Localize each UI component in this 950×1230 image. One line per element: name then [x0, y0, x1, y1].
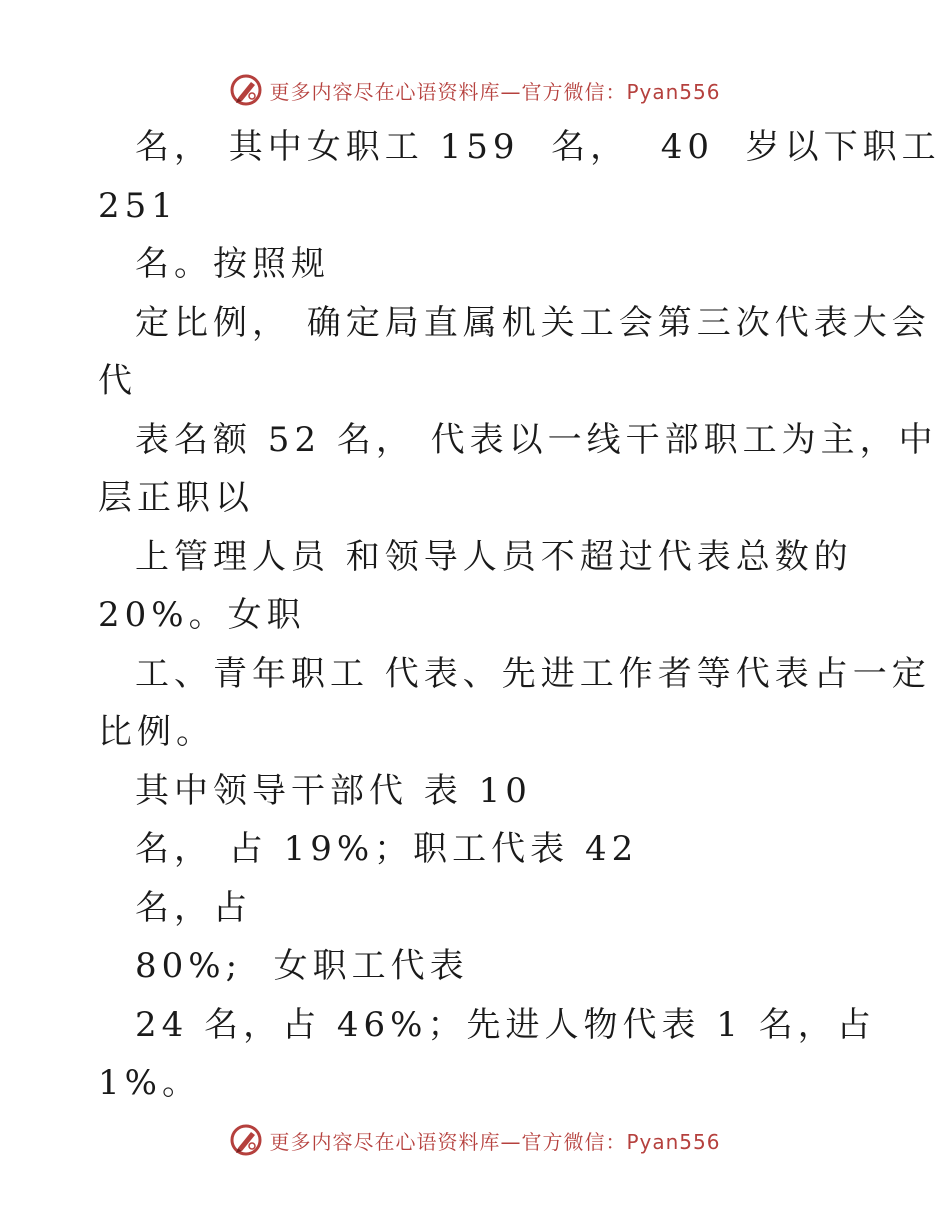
text-line: 名， 占 19%；职工代表 42 — [135, 829, 639, 869]
text-line: 20%。女职 — [98, 595, 306, 635]
header-watermark — [0, 70, 950, 110]
text-line: 其中领导干部代 表 10 — [135, 770, 532, 811]
text-line: 定比例， 确定局直属机关工会第三次代表大会 — [135, 302, 931, 343]
header-watermark-text: 更多内容尽在心语资料库—官方微信：Pyan556 — [269, 79, 721, 104]
text-line: 1%。 — [98, 1063, 201, 1103]
text-line: 层正职以 — [98, 478, 254, 518]
text-line: 代 — [98, 361, 137, 401]
text-line: 251 — [98, 185, 178, 226]
document-body — [98, 118, 941, 1113]
text-line: 名， 其中女职工 159 名， 40 岁以下职工 — [135, 127, 941, 167]
text-line: 比例。 — [98, 712, 215, 752]
text-line: 工、青年职工 代表、先进工作者等代表占一定 — [135, 653, 931, 694]
text-line: 名。按照规 — [135, 244, 330, 284]
text-line: 80%; 女职工代表 — [135, 946, 469, 986]
pen-logo-icon — [229, 1123, 263, 1157]
text-line: 上管理人员 和领导人员不超过代表总数的 — [135, 536, 853, 577]
text-line: 名，占 — [135, 887, 252, 928]
text-line: 表名额 52 名， 代表以一线干部职工为主，中 — [135, 419, 938, 460]
text-line: 24 名，占 46%；先进人物代表 1 名，占 — [135, 1004, 876, 1045]
pen-logo-icon — [229, 73, 263, 107]
footer-watermark-text: 更多内容尽在心语资料库—官方微信：Pyan556 — [269, 1129, 721, 1154]
footer-watermark — [0, 1120, 950, 1160]
